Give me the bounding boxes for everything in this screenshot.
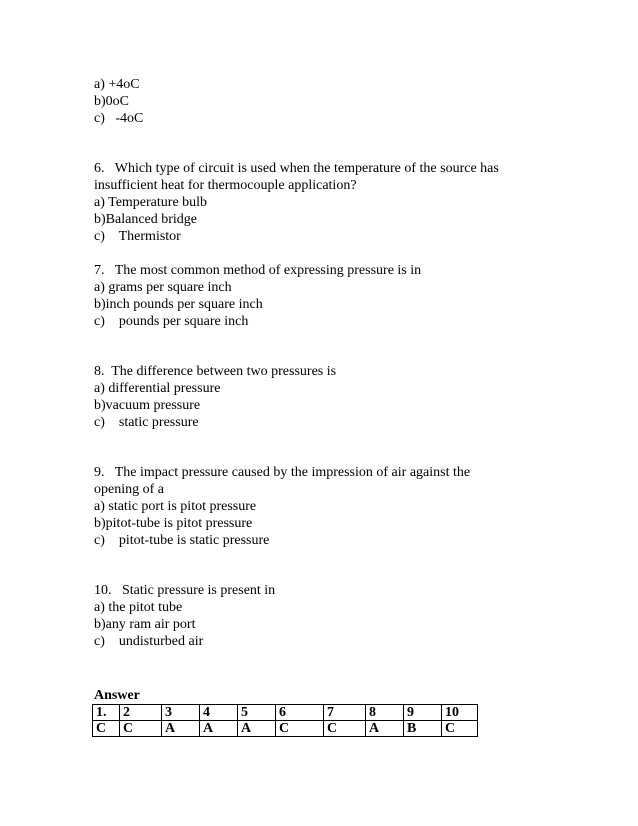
question-text: 6. Which type of circuit is used when the temperature of the source has: [94, 161, 499, 176]
question-6: [94, 160, 554, 245]
answer-cell: C: [93, 721, 120, 737]
option-a: a) the pitot tube: [94, 600, 183, 615]
option-b: b)inch pounds per square inch: [94, 297, 263, 312]
question-number-cell: 7: [324, 705, 366, 721]
option-a: a) +4oC: [94, 77, 140, 92]
answer-key: [94, 687, 554, 737]
option-b: b)pitot-tube is pitot pressure: [94, 516, 253, 531]
answer-cell: C: [324, 721, 366, 737]
question-text: 9. The impact pressure caused by the impression of air against the: [94, 465, 471, 480]
option-c: c) pitot-tube is static pressure: [94, 533, 270, 548]
question-text: insufficient heat for thermocouple application?: [94, 178, 357, 193]
answer-row: [93, 721, 478, 737]
option-a: a) grams per square inch: [94, 280, 232, 295]
option-c: c) undisturbed air: [94, 634, 204, 649]
question-text: 10. Static pressure is present in: [94, 583, 276, 598]
question-number-cell: 10: [442, 705, 478, 721]
question-number-cell: 1.: [93, 705, 120, 721]
answer-cell: A: [366, 721, 404, 737]
question-5-options: [94, 76, 554, 127]
option-b: b)Balanced bridge: [94, 212, 198, 227]
question-number-cell: 2: [120, 705, 162, 721]
question-number-cell: 5: [238, 705, 276, 721]
option-b: b)0oC: [94, 94, 129, 109]
option-c: c) Thermistor: [94, 229, 181, 244]
answer-cell: C: [442, 721, 478, 737]
option-a: a) Temperature bulb: [94, 195, 208, 210]
question-number-row: [93, 705, 478, 721]
question-number-cell: 9: [404, 705, 442, 721]
document-page: [94, 76, 554, 737]
question-8: [94, 363, 554, 431]
option-b: b)vacuum pressure: [94, 398, 201, 413]
question-number-cell: 3: [162, 705, 200, 721]
question-number-cell: 4: [200, 705, 238, 721]
option-c: c) static pressure: [94, 415, 199, 430]
answer-cell: A: [200, 721, 238, 737]
answer-cell: C: [276, 721, 324, 737]
question-10: [94, 582, 554, 650]
answer-cell: B: [404, 721, 442, 737]
question-number-cell: 8: [366, 705, 404, 721]
answer-cell: C: [120, 721, 162, 737]
option-a: a) static port is pitot pressure: [94, 499, 257, 514]
answer-cell: A: [238, 721, 276, 737]
answer-heading: Answer: [94, 688, 140, 703]
option-a: a) differential pressure: [94, 381, 221, 396]
question-text: opening of a: [94, 482, 164, 497]
question-number-cell: 6: [276, 705, 324, 721]
question-text: 7. The most common method of expressing pressure is in: [94, 263, 422, 278]
answer-table: [92, 704, 478, 737]
question-text: 8. The difference between two pressures is: [94, 364, 337, 379]
question-9: [94, 464, 554, 549]
answer-cell: A: [162, 721, 200, 737]
question-7: [94, 262, 554, 330]
option-b: b)any ram air port: [94, 617, 196, 632]
option-c: c) -4oC: [94, 111, 144, 126]
option-c: c) pounds per square inch: [94, 314, 249, 329]
